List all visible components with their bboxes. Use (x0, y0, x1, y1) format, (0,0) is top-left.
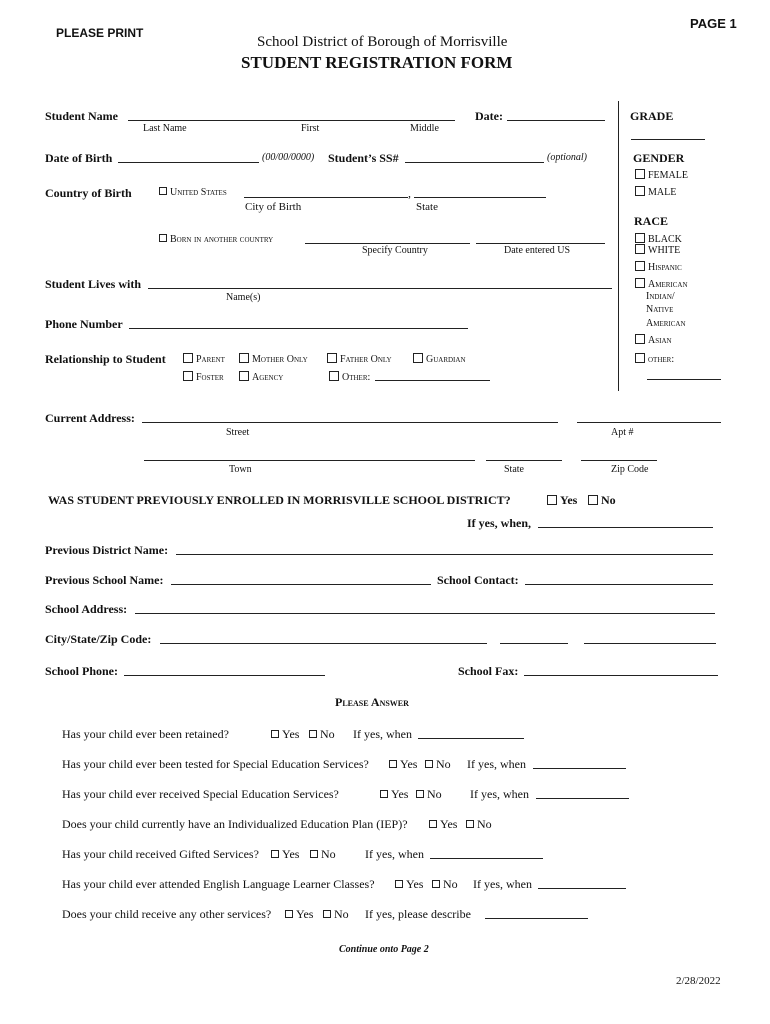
school-contact-label: School Contact: (437, 573, 519, 587)
previous-district-label: Previous District Name: (45, 543, 169, 557)
checkbox-icon (635, 278, 645, 288)
apt-field[interactable] (577, 422, 721, 423)
student-name-label: Student Name (45, 109, 119, 123)
race-asian[interactable]: Asian (635, 334, 672, 346)
enrolled-when-field[interactable] (538, 527, 713, 528)
checkbox-icon (425, 760, 433, 768)
dob-field[interactable] (118, 162, 259, 163)
date-field[interactable] (507, 120, 605, 121)
q3-when-field[interactable] (536, 798, 629, 799)
united-states-option[interactable]: United States (159, 187, 227, 198)
please-answer-heading: Please Answer (335, 695, 409, 709)
q3-yes[interactable]: Yes (380, 787, 408, 802)
first-name-caption: First (301, 123, 320, 134)
q6-yes[interactable]: Yes (395, 877, 423, 892)
checkbox-icon (183, 353, 193, 363)
q7-yes[interactable]: Yes (285, 907, 313, 922)
q1-yes[interactable]: Yes (271, 727, 299, 742)
relationship-label: Relationship to Student (45, 352, 166, 366)
grade-label: GRADE (630, 109, 674, 123)
state-caption: State (416, 201, 438, 213)
q7-text: Does your child receive any other services? (62, 907, 272, 921)
gender-label: GENDER (633, 151, 685, 165)
rel-agency[interactable]: Agency (239, 371, 283, 383)
phone-label: Phone Number (45, 317, 123, 331)
checkbox-icon (635, 261, 645, 271)
checkbox-icon (309, 730, 317, 738)
specify-country-field[interactable] (305, 243, 470, 244)
checkbox-icon (380, 790, 388, 798)
rel-father-only[interactable]: Father Only (327, 353, 392, 365)
form-title: STUDENT REGISTRATION FORM (241, 53, 513, 72)
rel-foster[interactable]: Foster (183, 371, 224, 383)
checkbox-icon (329, 371, 339, 381)
checkbox-icon (323, 910, 331, 918)
q3-text: Has your child ever received Special Education Services? (62, 787, 339, 801)
checkbox-icon (310, 850, 318, 858)
zip-field[interactable] (581, 460, 657, 461)
q2-when-label: If yes, when (467, 757, 526, 771)
previous-school-label: Previous School Name: (45, 573, 164, 587)
city-of-birth-caption: City of Birth (245, 201, 302, 213)
checkbox-icon (327, 353, 337, 363)
checkbox-icon (432, 880, 440, 888)
q1-no[interactable]: No (309, 727, 335, 742)
q2-text: Has your child ever been tested for Special Education Services? (62, 757, 369, 771)
previous-district-field[interactable] (176, 554, 713, 555)
school-city-field[interactable] (160, 643, 487, 644)
school-state-field[interactable] (500, 643, 568, 644)
q1-text: Has your child ever been retained? (62, 727, 229, 741)
school-fax-label: School Fax: (458, 664, 519, 678)
grade-field[interactable] (631, 139, 705, 140)
town-caption: Town (229, 464, 252, 475)
q7-describe-label: If yes, please describe (365, 907, 471, 921)
gender-male[interactable]: MALE (635, 186, 676, 198)
school-address-label: School Address: (45, 602, 128, 616)
checkbox-icon (395, 880, 403, 888)
city-state-zip-label: City/State/Zip Code: (45, 632, 152, 646)
checkbox-icon (416, 790, 424, 798)
street-caption: Street (226, 427, 250, 438)
current-address-label: Current Address: (45, 411, 135, 425)
date-label: Date: (475, 109, 503, 123)
district-name: School District of Borough of Morrisville (257, 34, 508, 50)
race-white[interactable]: WHITE (635, 244, 680, 256)
zip-caption: Zip Code (611, 464, 649, 475)
race-other[interactable]: other: (635, 353, 674, 365)
ss-optional: (optional) (547, 152, 587, 163)
rel-guardian[interactable]: Guardian (413, 353, 466, 365)
race-american-line: American (646, 318, 686, 329)
rel-parent[interactable]: Parent (183, 353, 225, 365)
race-black[interactable]: BLACK (635, 233, 682, 245)
street-field[interactable] (142, 422, 558, 423)
continue-note: Continue onto Page 2 (339, 944, 429, 955)
apt-caption: Apt # (611, 427, 634, 438)
race-indian-line: Indian/ (646, 291, 675, 302)
city-of-birth-field[interactable] (244, 197, 408, 198)
previously-enrolled-question: WAS STUDENT PREVIOUSLY ENROLLED IN MORRISVILLE SCHOOL DISTRICT? (48, 493, 511, 507)
q2-yes[interactable]: Yes (389, 757, 417, 772)
race-other-field[interactable] (647, 379, 721, 380)
checkbox-icon (159, 187, 167, 195)
checkbox-icon (635, 353, 645, 363)
race-native-line: Native (646, 304, 674, 315)
ss-label: Student’s SS# (328, 151, 399, 165)
checkbox-icon (239, 371, 249, 381)
lives-with-label: Student Lives with (45, 277, 142, 291)
checkbox-icon (635, 169, 645, 179)
date-entered-us-field[interactable] (476, 243, 605, 244)
student-name-field[interactable] (128, 120, 455, 121)
school-phone-field[interactable] (124, 675, 325, 676)
checkbox-icon (159, 234, 167, 242)
q6-when-label: If yes, when (473, 877, 532, 891)
specify-country-caption: Specify Country (362, 245, 428, 256)
enrolled-when-label: If yes, when, (467, 516, 532, 530)
q5-text: Has your child received Gifted Services? (62, 847, 259, 861)
school-phone-label: School Phone: (45, 664, 119, 678)
gender-female[interactable]: FEMALE (635, 169, 688, 181)
address-state-caption: State (504, 464, 524, 475)
q5-no[interactable]: No (310, 847, 336, 862)
school-zip-field[interactable] (584, 643, 716, 644)
checkbox-icon (413, 353, 423, 363)
comma-separator: , (408, 186, 411, 200)
q3-when-label: If yes, when (470, 787, 529, 801)
checkbox-icon (635, 334, 645, 344)
phone-field[interactable] (129, 328, 468, 329)
school-address-field[interactable] (135, 613, 715, 614)
checkbox-icon (466, 820, 474, 828)
q2-no[interactable]: No (425, 757, 451, 772)
checkbox-icon (183, 371, 193, 381)
town-field[interactable] (144, 460, 475, 461)
sidebar-divider (618, 101, 619, 391)
checkbox-icon (285, 910, 293, 918)
checkbox-icon (635, 233, 645, 243)
enrolled-yes[interactable]: Yes (547, 493, 577, 508)
checkbox-icon (588, 495, 598, 505)
enrolled-no[interactable]: No (588, 493, 616, 508)
school-contact-field[interactable] (525, 584, 713, 585)
please-print-label: PLEASE PRINT (56, 26, 144, 40)
checkbox-icon (635, 186, 645, 196)
q3-no[interactable]: No (416, 787, 442, 802)
rel-other[interactable]: Other: (329, 371, 370, 383)
page-number: PAGE 1 (690, 16, 737, 31)
q4-text: Does your child currently have an Individualized Education Plan (IEP)? (62, 817, 408, 831)
q4-yes[interactable]: Yes (429, 817, 457, 832)
q6-when-field[interactable] (538, 888, 626, 889)
previous-school-field[interactable] (171, 584, 431, 585)
form-date: 2/28/2022 (676, 975, 721, 987)
q6-text: Has your child ever attended English Language Learner Classes? (62, 877, 375, 891)
born-another-country-option[interactable]: Born in another country (159, 234, 273, 245)
dob-format: (00/00/0000) (262, 152, 315, 163)
q6-no[interactable]: No (432, 877, 458, 892)
school-fax-field[interactable] (524, 675, 718, 676)
q5-when-label: If yes, when (365, 847, 424, 861)
rel-mother-only[interactable]: Mother Only (239, 353, 308, 365)
q5-yes[interactable]: Yes (271, 847, 299, 862)
race-american-indian[interactable]: American (635, 278, 688, 290)
q7-no[interactable]: No (323, 907, 349, 922)
checkbox-icon (635, 244, 645, 254)
middle-name-caption: Middle (410, 123, 439, 134)
checkbox-icon (271, 730, 279, 738)
q7-describe-field[interactable] (485, 918, 588, 919)
q1-when-label: If yes, when (353, 727, 412, 741)
ss-field[interactable] (405, 162, 544, 163)
country-of-birth-label: Country of Birth (45, 186, 132, 200)
checkbox-icon (429, 820, 437, 828)
rel-other-field[interactable] (375, 380, 490, 381)
last-name-caption: Last Name (143, 123, 187, 134)
q5-when-field[interactable] (430, 858, 543, 859)
q1-when-field[interactable] (418, 738, 524, 739)
q2-when-field[interactable] (533, 768, 626, 769)
race-label: RACE (634, 214, 669, 228)
checkbox-icon (239, 353, 249, 363)
date-entered-caption: Date entered US (504, 245, 571, 256)
address-state-field[interactable] (486, 460, 562, 461)
checkbox-icon (389, 760, 397, 768)
lives-with-field[interactable] (148, 288, 612, 289)
names-caption: Name(s) (226, 292, 261, 303)
dob-label: Date of Birth (45, 151, 113, 165)
checkbox-icon (271, 850, 279, 858)
race-hispanic[interactable]: Hispanic (635, 261, 682, 273)
state-of-birth-field[interactable] (414, 197, 546, 198)
q4-no[interactable]: No (466, 817, 492, 832)
checkbox-icon (547, 495, 557, 505)
